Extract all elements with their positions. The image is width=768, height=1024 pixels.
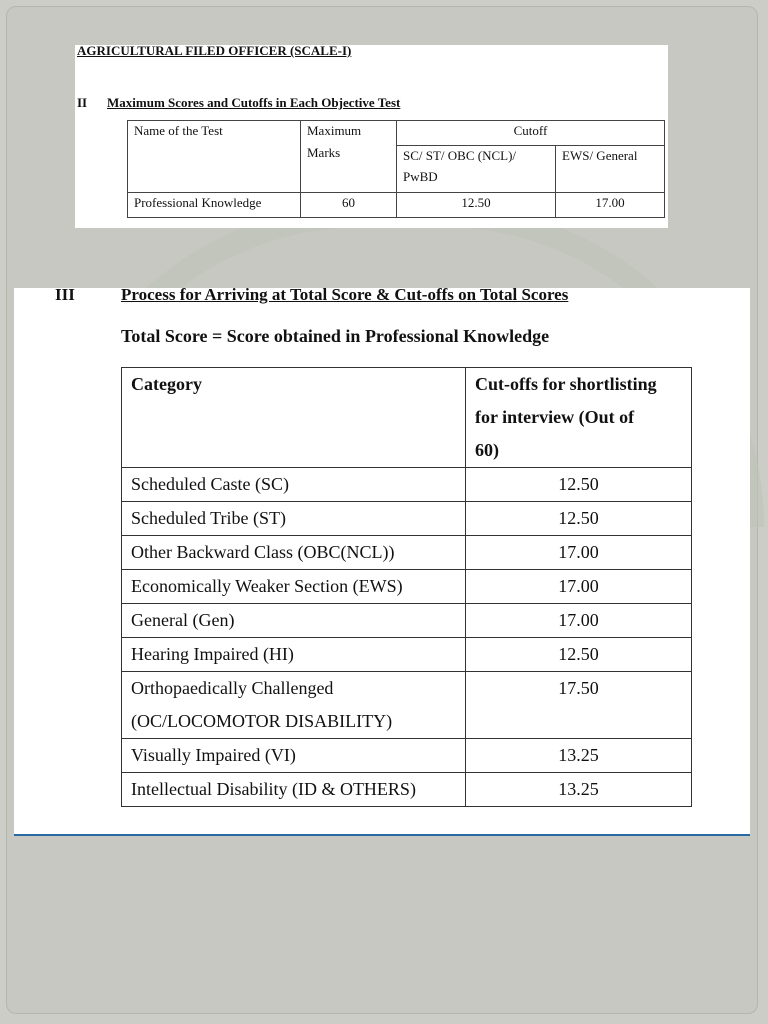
sub-header-reserved-line1: SC/ ST/ OBC (NCL)/ [403, 148, 517, 163]
cell-cutoff: 17.00 [466, 536, 692, 570]
cell-max: 60 [301, 193, 397, 218]
cell-cutoff: 12.50 [466, 502, 692, 536]
col-header-max [301, 121, 397, 193]
cell-category: Scheduled Caste (SC) [122, 468, 466, 502]
cell-category: Hearing Impaired (HI) [122, 638, 466, 672]
table-row [122, 638, 692, 672]
cell-category-line2: (OC/LOCOMOTOR DISABILITY) [131, 711, 393, 731]
cell-category: General (Gen) [122, 604, 466, 638]
cell-cutoff: 12.50 [466, 638, 692, 672]
section-title: Process for Arriving at Total Score & Cut-offs on Total Scores [121, 285, 569, 304]
table-row [122, 672, 692, 739]
table-row [122, 502, 692, 536]
section-number: II [77, 95, 88, 110]
col-header-cutoff-line2: for interview (Out of [475, 407, 635, 427]
col-header-category: Category [122, 368, 466, 468]
cell-category: Intellectual Disability (ID & OTHERS) [122, 773, 466, 807]
cell-cutoff: 13.25 [466, 739, 692, 773]
section-number: III [55, 285, 75, 304]
col-header-max-line2: Marks [307, 145, 341, 160]
cell-cutoff: 17.00 [466, 570, 692, 604]
cell-category [122, 672, 466, 739]
col-header-max-line1: Maximum [307, 123, 362, 138]
sub-header-reserved [397, 146, 556, 193]
category-cutoff-table [121, 367, 692, 807]
cell-category: Scheduled Tribe (ST) [122, 502, 466, 536]
cell-category: Economically Weaker Section (EWS) [122, 570, 466, 604]
cell-reserved: 12.50 [397, 193, 556, 218]
table-row [122, 739, 692, 773]
cell-cutoff: 17.00 [466, 604, 692, 638]
page-heading: AGRICULTURAL FILED OFFICER (SCALE-I) [77, 43, 352, 58]
cell-cutoff: 17.50 [466, 672, 692, 739]
top-snippet [75, 45, 668, 228]
total-score-formula: Total Score = Score obtained in Professional Knowledge [121, 326, 550, 346]
table-row [122, 773, 692, 807]
cell-category: Visually Impaired (VI) [122, 739, 466, 773]
cell-cutoff: 12.50 [466, 468, 692, 502]
table-row [122, 536, 692, 570]
col-header-test: Name of the Test [128, 121, 301, 193]
sub-header-general: EWS/ General [556, 146, 665, 193]
sub-header-reserved-line2: PwBD [403, 169, 438, 184]
cell-category-line1: Orthopaedically Challenged [131, 678, 334, 698]
cell-test: Professional Knowledge [128, 193, 301, 218]
total-score-panel [14, 285, 750, 836]
table-row [122, 570, 692, 604]
col-header-cutoff-line3: 60) [475, 440, 499, 460]
table-row [122, 604, 692, 638]
table-header-row [122, 368, 692, 468]
objective-test-table [127, 120, 665, 218]
table-row [122, 468, 692, 502]
table-row [128, 193, 665, 218]
section-title: Maximum Scores and Cutoffs in Each Objective Test [107, 95, 401, 110]
col-header-cutoff-line1: Cut-offs for shortlisting [475, 374, 657, 394]
cell-cutoff: 13.25 [466, 773, 692, 807]
cell-general: 17.00 [556, 193, 665, 218]
col-header-cutoff [466, 368, 692, 468]
cell-category: Other Backward Class (OBC(NCL)) [122, 536, 466, 570]
col-header-cutoff: Cutoff [397, 121, 665, 146]
